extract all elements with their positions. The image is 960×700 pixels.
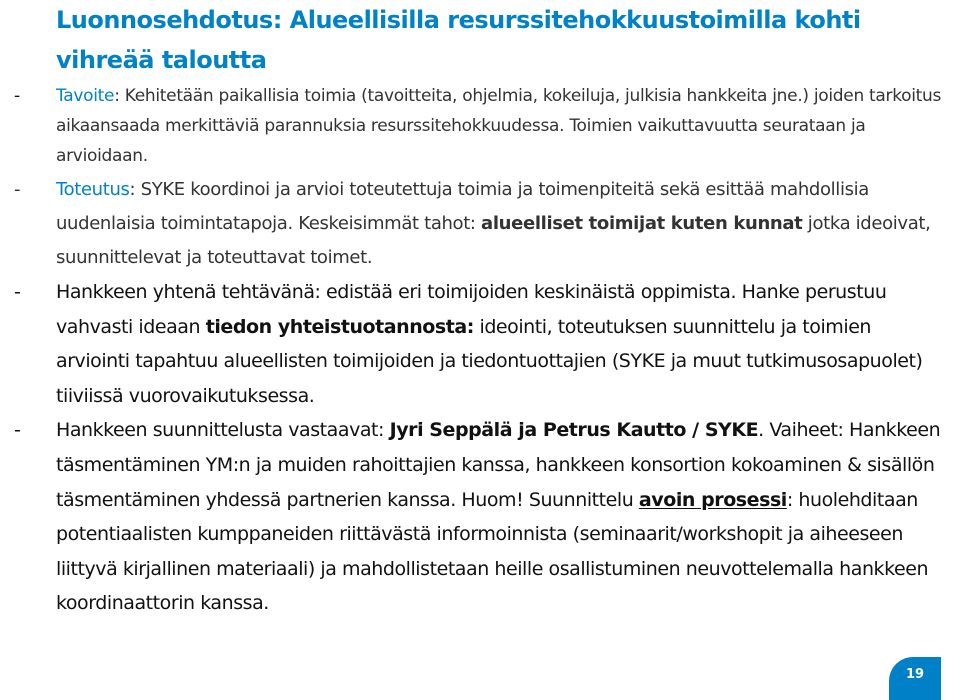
- learning-text: Hankkeen yhtenä tehtävänä: edistää eri toimijoiden keskinäistä oppimista. Hanke perustuu vahvasti ideaan: [56, 281, 887, 338]
- bullet-list: [14, 81, 948, 621]
- planning-responsible-persons: Jyri Seppälä ja Petrus Kautto / SYKE: [389, 419, 759, 442]
- planning-open-process: avoin prosessi: [638, 488, 787, 511]
- bullet-planning: [14, 413, 948, 621]
- learning-text-end: ideointi, toteutuksen suunnittelu ja toimien arviointi tapahtuu alueellisten toimijoiden ja tiedontuottajien (SYKE ja muut tutkimusosapuolet) tiiviissä vuorovaikutuksessa.: [56, 315, 923, 407]
- goal-text: : Kehitetään paikallisia toimia (tavoitteita, ohjelmia, kokeiluja, julkisia hankkeita jne.) joiden tarkoitus aikaansaada merkittäviä parannuksia resurssitehokkuudessa. Toimien vaikuttavuutta seurataan ja arvioidaan.: [56, 86, 942, 166]
- slide-title: Luonnosehdotus: Alueellisilla resurssitehokkuustoimilla kohti vihreää taloutta: [56, 6, 861, 74]
- bullet-implementation: [14, 173, 948, 275]
- learning-coproduction: tiedon yhteistuotannosta:: [205, 315, 474, 338]
- bullet-mutual-learning: [14, 275, 948, 413]
- bullet-goal: [14, 81, 948, 171]
- bullet-dash: -: [14, 419, 21, 442]
- page-number-badge: 19: [889, 657, 941, 700]
- bullet-dash: -: [14, 86, 20, 106]
- planning-text: Hankkeen suunnittelusta vastaavat:: [56, 419, 390, 442]
- implementation-text: : SYKE koordinoi ja arvioi toteutettuja toimia ja toimenpiteitä sekä esittää mahdollisia uudenlaisia toimintatapoja. Keskeisimmät tahot:: [56, 179, 869, 234]
- implementation-text-end: jotka ideoivat, suunnittelevat ja toteuttavat toimet.: [56, 213, 931, 268]
- implementation-key-actors: alueelliset toimijat kuten kunnat: [481, 213, 803, 234]
- implementation-label: Toteutus: [56, 179, 130, 200]
- planning-text-end: : huolehditaan potentiaalisten kumppaneiden riittävästä informoinnista (seminaarit/workshopit ja aiheeseen liittyvä kirjallinen materiaali) ja mahdollistetaan heille osallistuminen neuvottelemalla hankkeen koordinaattorin kanssa.: [56, 488, 929, 615]
- bullet-dash: -: [14, 179, 21, 200]
- bullet-dash: -: [14, 281, 21, 303]
- goal-label: Tavoite: [56, 86, 115, 106]
- planning-phases-text: . Vaiheet: Hankkeen täsmentäminen YM:n ja muiden rahoittajien kanssa, hankkeen konsortion kokoaminen & sisällön täsmentäminen yhdessä partnerien kanssa. Huom! Suunnittelu: [56, 419, 941, 511]
